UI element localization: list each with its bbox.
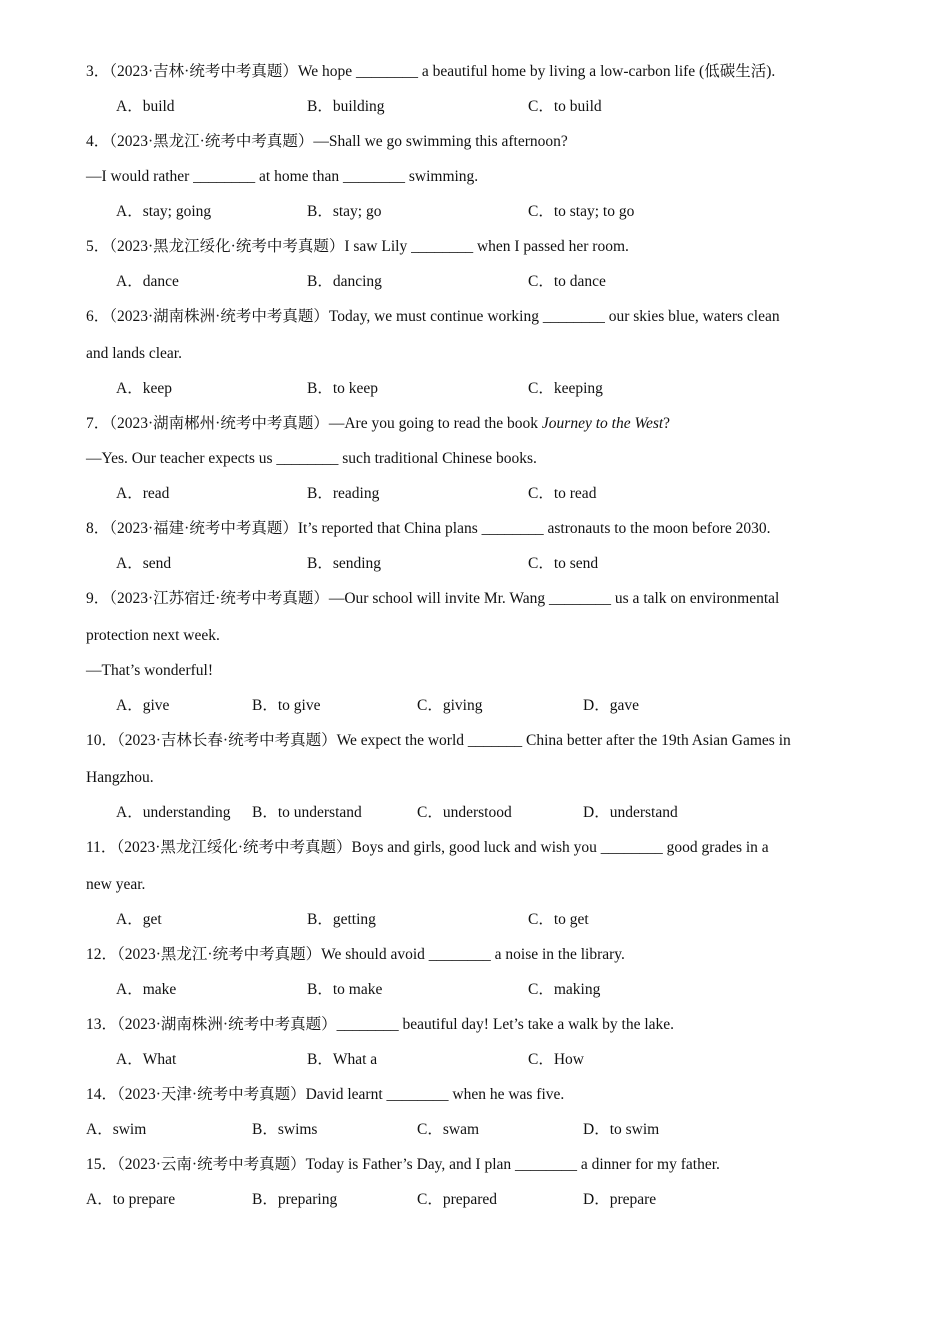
question-14-option-a[interactable]: A．swim [86, 1121, 147, 1138]
question-6-stem-line-2: and lands clear. [86, 345, 182, 362]
question-3-option-b[interactable]: B．building [307, 98, 385, 115]
question-3-option-a[interactable]: A．build [116, 98, 175, 115]
question-8-stem: 8．（2023·福建·统考中考真题）It’s reported that China plans ________ astronauts to the moon before 2030. [86, 520, 771, 537]
question-5-option-c[interactable]: C．to dance [528, 273, 606, 290]
question-8-option-c[interactable]: C．to send [528, 555, 599, 572]
question-10-stem-line-2: Hangzhou. [86, 769, 154, 786]
question-11-option-b[interactable]: B．getting [307, 911, 376, 928]
question-8-option-a[interactable]: A．send [116, 555, 172, 572]
question-13-stem: 13．（2023·湖南株洲·统考中考真题）________ beautiful day! Let’s take a walk by the lake. [86, 1016, 675, 1033]
question-10-option-c[interactable]: C．understood [417, 804, 512, 821]
question-14-option-c[interactable]: C．swam [417, 1121, 480, 1138]
question-13-option-a[interactable]: A．What [116, 1051, 177, 1068]
question-12-option-a[interactable]: A．make [116, 981, 177, 998]
question-9-stem-line-2: protection next week. [86, 627, 220, 644]
question-5-stem: 5．（2023·黑龙江绥化·统考中考真题）I saw Lily ________ when I passed her room. [86, 238, 629, 255]
question-10-option-a[interactable]: A．understanding [116, 804, 231, 821]
question-7-option-b[interactable]: B．reading [307, 485, 380, 502]
question-11-option-c[interactable]: C．to get [528, 911, 589, 928]
question-6-option-c[interactable]: C．keeping [528, 380, 603, 397]
question-14-option-d[interactable]: D．to swim [583, 1121, 660, 1138]
question-15-stem: 15．（2023·云南·统考中考真题）Today is Father’s Day, and I plan ________ a dinner for my father. [86, 1156, 720, 1173]
question-5-option-a[interactable]: A．dance [116, 273, 179, 290]
question-15-option-c[interactable]: C．prepared [417, 1191, 498, 1208]
question-15-option-a[interactable]: A．to prepare [86, 1191, 176, 1208]
question-11-stem: 11．（2023·黑龙江绥化·统考中考真题）Boys and girls, good luck and wish you ________ good grades in a [86, 839, 769, 856]
question-13-option-c[interactable]: C．How [528, 1051, 584, 1068]
question-4-stem: 4．（2023·黑龙江·统考中考真题）—Shall we go swimming this afternoon? [86, 133, 568, 150]
question-10-stem: 10．（2023·吉林长春·统考中考真题）We expect the world _______ China better after the 19th Asian Games in [86, 732, 791, 749]
question-4-option-a[interactable]: A．stay; going [116, 203, 212, 220]
question-6-option-b[interactable]: B．to keep [307, 380, 379, 397]
question-13-option-b[interactable]: B．What a [307, 1051, 378, 1068]
book-title: Journey to the West [541, 415, 664, 432]
question-12-option-c[interactable]: C．making [528, 981, 601, 998]
question-4-option-b[interactable]: B．stay; go [307, 203, 382, 220]
question-7-option-c[interactable]: C．to read [528, 485, 597, 502]
question-9-stem-line-3: —That’s wonderful! [86, 662, 213, 679]
question-14-stem: 14．（2023·天津·统考中考真题）David learnt ________ when he was five. [86, 1086, 565, 1103]
question-5-option-b[interactable]: B．dancing [307, 273, 382, 290]
question-3-option-c[interactable]: C．to build [528, 98, 602, 115]
question-15-option-b[interactable]: B．preparing [252, 1191, 338, 1208]
question-7-option-a[interactable]: A．read [116, 485, 170, 502]
question-7-stem-line-2: —Yes. Our teacher expects us ________ such traditional Chinese books. [86, 450, 537, 467]
question-4-stem-line-2: —I would rather ________ at home than ________ swimming. [86, 168, 479, 185]
question-6-option-a[interactable]: A．keep [116, 380, 172, 397]
question-4-option-c[interactable]: C．to stay; to go [528, 203, 635, 220]
question-11-stem-line-2: new year. [86, 876, 146, 893]
question-12-option-b[interactable]: B．to make [307, 981, 383, 998]
question-11-option-a[interactable]: A．get [116, 911, 162, 928]
question-8-option-b[interactable]: B．sending [307, 555, 382, 572]
question-10-option-b[interactable]: B．to understand [252, 804, 362, 821]
question-12-stem: 12．（2023·黑龙江·统考中考真题）We should avoid ________ a noise in the library. [86, 946, 625, 963]
question-9-option-b[interactable]: B．to give [252, 697, 321, 714]
question-3-stem: 3．（2023·吉林·统考中考真题）We hope ________ a beautiful home by living a low-carbon life (低碳生活). [86, 63, 776, 80]
question-9-option-d[interactable]: D．gave [583, 697, 639, 714]
question-15-option-d[interactable]: D．prepare [583, 1191, 657, 1208]
question-14-option-b[interactable]: B．swims [252, 1121, 318, 1138]
question-9-stem: 9．（2023·江苏宿迁·统考中考真题）—Our school will invite Mr. Wang ________ us a talk on environmental [86, 590, 780, 607]
question-10-option-d[interactable]: D．understand [583, 804, 678, 821]
question-9-option-c[interactable]: C．giving [417, 697, 483, 714]
question-7-stem: 7．（2023·湖南郴州·统考中考真题）—Are you going to read the book Journey to the West? [86, 415, 671, 432]
question-9-option-a[interactable]: A．give [116, 697, 170, 714]
question-6-stem: 6．（2023·湖南株洲·统考中考真题）Today, we must continue working ________ our skies blue, waters clean [86, 308, 780, 325]
